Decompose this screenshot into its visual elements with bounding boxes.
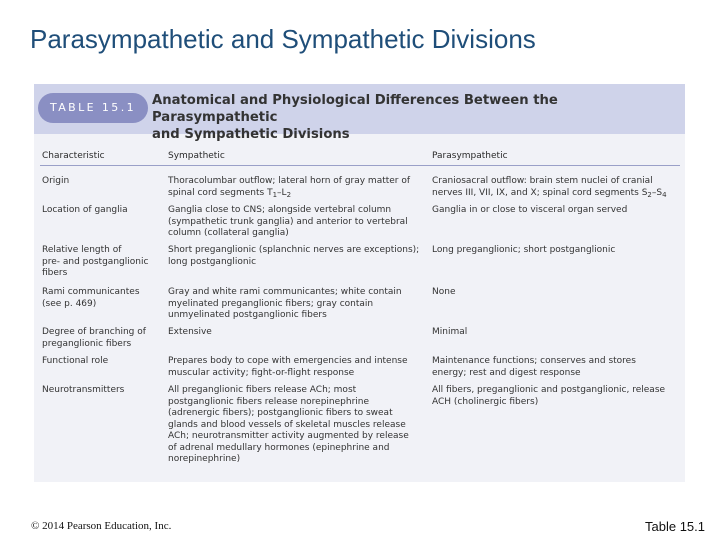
table-cell-parasympathetic [432, 176, 682, 199]
table-cell-characteristic [42, 287, 162, 310]
cell-line: column (collateral ganglia) [168, 228, 289, 238]
cell-line: Origin [42, 176, 70, 186]
table-cell-parasympathetic [432, 327, 682, 339]
table-cell-sympathetic [168, 327, 424, 339]
cell-line: of adrenal medullary hormones (epinephrine and [168, 442, 390, 453]
table-cell-sympathetic [168, 356, 424, 379]
table-cell-parasympathetic [432, 205, 682, 217]
cell-line: Neurotransmitters [42, 385, 125, 395]
cell-line: myelinated preganglionic fibers; gray contain [168, 298, 374, 309]
cell-line: Location of ganglia [42, 205, 128, 215]
table-cell-characteristic [42, 327, 162, 350]
cell-line: glands and blood vessels of skeletal muscles release [168, 419, 406, 430]
cell-line: long postganglionic [168, 256, 257, 267]
cell-line: norepinephrine) [168, 454, 241, 464]
cell-line: muscular activity; fight-or-flight response [168, 367, 355, 378]
cell-line-with-subscripts: spinal cord segments $T_1-L_2$ [168, 187, 292, 199]
table-number-badge: TABLE 15.1 [38, 93, 148, 123]
column-header-sympathetic: Sympathetic [168, 151, 225, 161]
cell-line: Degree of branching of [42, 327, 146, 337]
table-cell-sympathetic [168, 245, 424, 268]
table-caption [152, 92, 677, 143]
table-cell-parasympathetic [432, 245, 682, 257]
cell-line: energy; rest and digest response [432, 367, 581, 378]
cell-line: Short preganglionic (splanchnic nerves are exceptions); [168, 245, 420, 255]
table-header-band [34, 84, 685, 142]
cell-line: Gray and white rami communicantes; white contain [168, 287, 402, 297]
table-cell-characteristic [42, 385, 162, 397]
cell-line: Craniosacral outflow: brain stem nuclei of cranial [432, 176, 653, 186]
cell-line: None [432, 287, 456, 297]
cell-line: Ganglia close to CNS; alongside vertebral column [168, 205, 392, 215]
table-cell-characteristic [42, 176, 162, 188]
cell-line: (adrenergic fibers); postganglionic fibers to sweat [168, 408, 393, 418]
cell-line: pre- and postganglionic [42, 256, 149, 267]
table-cell-parasympathetic [432, 356, 682, 379]
cell-line: fibers [42, 268, 68, 278]
column-header-parasympathetic: Parasympathetic [432, 151, 508, 161]
cell-line: All preganglionic fibers release ACh; most [168, 385, 357, 395]
cell-line: (sympathetic trunk ganglia) and anterior to vertebral [168, 216, 408, 227]
table-caption-line: Anatomical and Physiological Differences Between the Parasympathetic [152, 93, 558, 125]
table-cell-sympathetic [168, 205, 424, 240]
cell-line: postganglionic fibers release norepinephrine [168, 396, 370, 407]
cell-line: unmyelinated postganglionic fibers [168, 310, 327, 320]
table-image [34, 84, 685, 482]
table-cell-characteristic [42, 245, 162, 280]
cell-line: Extensive [168, 327, 212, 337]
cell-line: Prepares body to cope with emergencies and intense [168, 356, 408, 366]
copyright-notice: © 2014 Pearson Education, Inc. [31, 520, 172, 532]
cell-line: Functional role [42, 356, 109, 366]
table-caption-line: and Sympathetic Divisions [152, 127, 350, 142]
table-cell-sympathetic [168, 385, 424, 466]
cell-line: ACh; neurotransmitter activity augmented by release [168, 431, 409, 441]
table-cell-characteristic [42, 356, 162, 368]
slide-title: Parasympathetic and Sympathetic Divisions [30, 24, 536, 54]
cell-line: Ganglia in or close to visceral organ served [432, 205, 628, 215]
table-cell-characteristic [42, 205, 162, 217]
cell-line: Maintenance functions; conserves and stores [432, 356, 636, 366]
cell-line-with-subscripts: nerves III, VII, IX, and X; spinal cord segments $S_2-S_4$ [432, 187, 667, 199]
cell-line: ACH (cholinergic fibers) [432, 396, 539, 407]
cell-line: Thoracolumbar outflow; lateral horn of gray matter of [168, 176, 411, 186]
cell-line: Relative length of [42, 245, 122, 255]
table-cell-parasympathetic [432, 385, 682, 408]
cell-line: Rami communicantes [42, 287, 140, 297]
cell-line: preganglionic fibers [42, 338, 132, 349]
cell-line: Long preganglionic; short postganglionic [432, 245, 616, 255]
cell-line: Minimal [432, 327, 468, 337]
table-cell-sympathetic [168, 287, 424, 322]
table-cell-sympathetic [168, 176, 424, 199]
header-divider [40, 165, 680, 166]
table-reference: Table 15.1 [645, 519, 705, 534]
column-header-characteristic: Characteristic [42, 151, 105, 161]
cell-line: (see p. 469) [42, 298, 97, 309]
cell-line: All fibers, preganglionic and postganglionic, release [432, 385, 666, 395]
table-cell-parasympathetic [432, 287, 682, 299]
